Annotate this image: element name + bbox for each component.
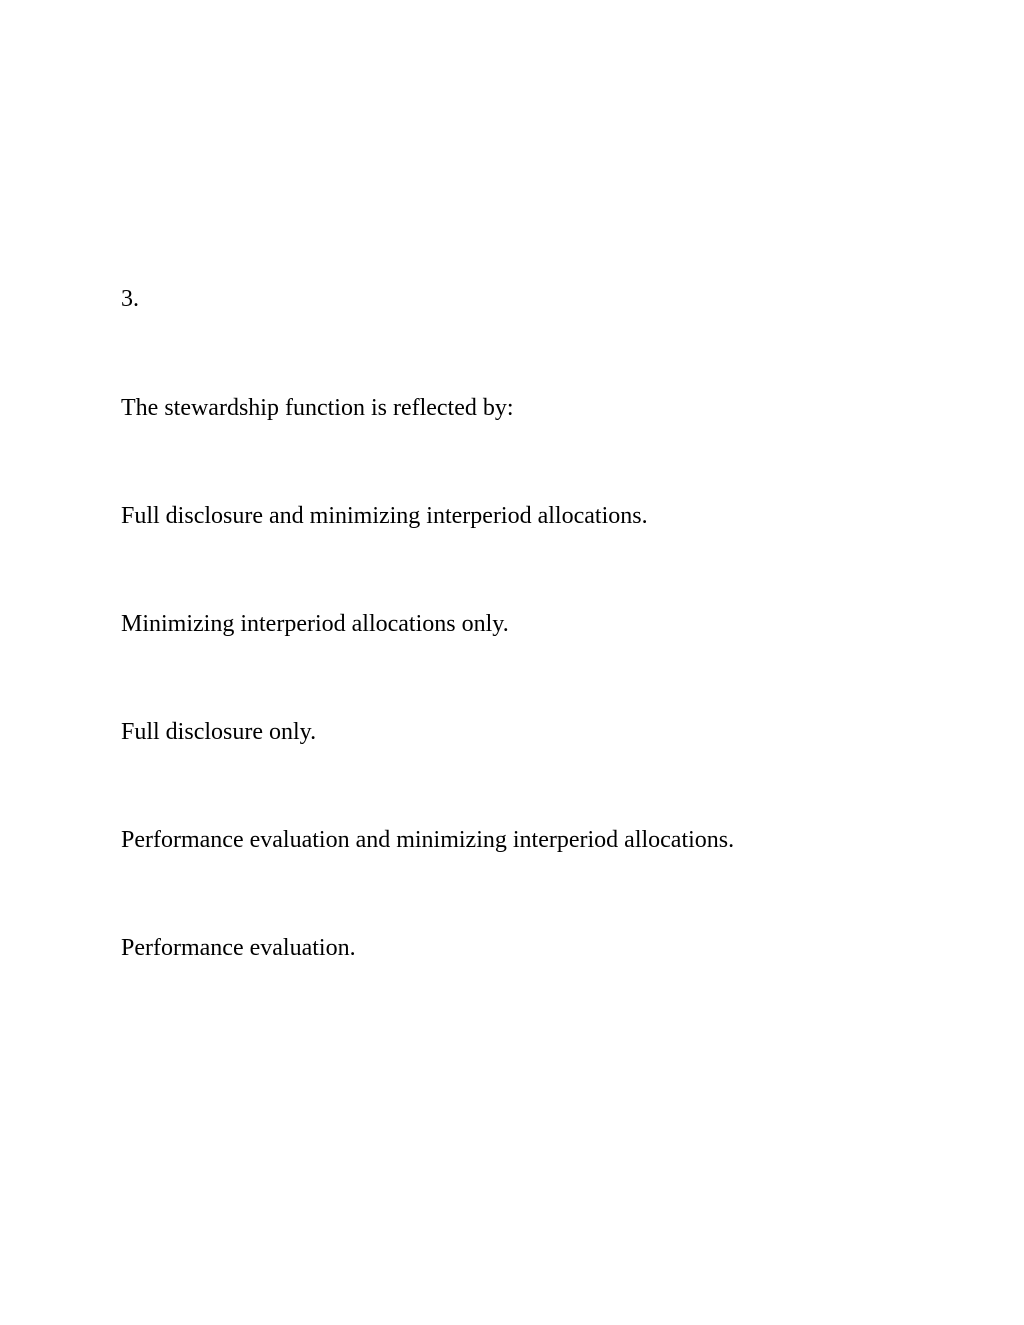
question-stem: The stewardship function is reflected by: bbox=[121, 395, 514, 421]
answer-option: Minimizing interperiod allocations only. bbox=[121, 611, 509, 637]
question-number: 3. bbox=[121, 286, 139, 312]
answer-option: Performance evaluation. bbox=[121, 935, 356, 961]
answer-option: Performance evaluation and minimizing interperiod allocations. bbox=[121, 827, 735, 853]
answer-option: Full disclosure and minimizing interperiod allocations. bbox=[121, 503, 648, 529]
answer-option: Full disclosure only. bbox=[121, 719, 317, 745]
